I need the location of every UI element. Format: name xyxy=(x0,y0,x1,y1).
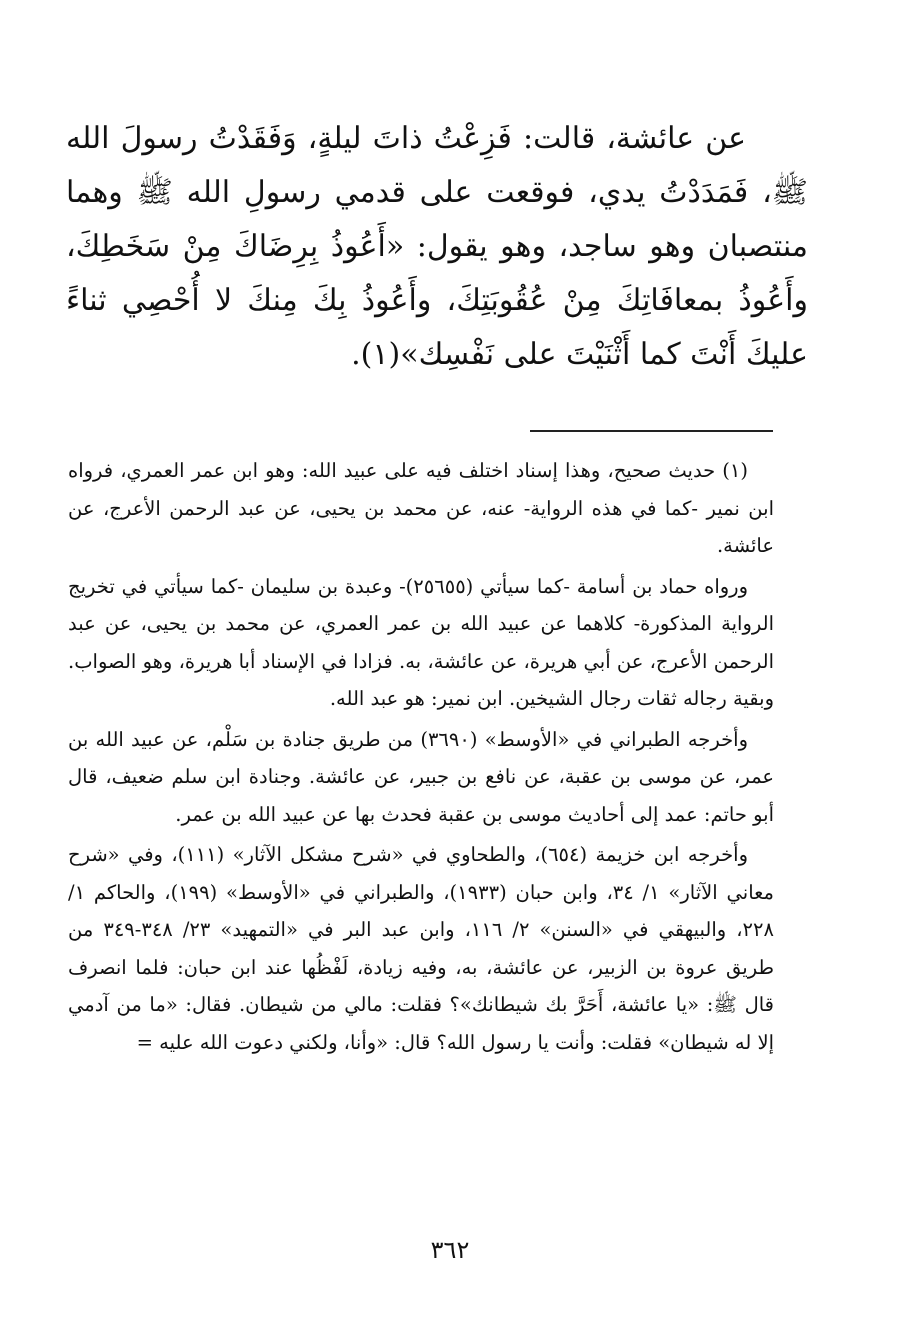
footnote-paragraph xyxy=(68,452,774,565)
footnote-text: (١) حديث صحيح، وهذا إسناد اختلف فيه على عبيد الله: وهو ابن عمر العمري، فرواه ابن نمير -كما في هذه الرواية- عنه، عن محمد بن يحيى، عن عبد الرحمن الأعرج، عن عائشة. xyxy=(68,459,774,557)
footnote-text: وأخرجه الطبراني في «الأوسط» (٣٦٩٠) من طريق جنادة بن سَلْم، عن عبيد الله بن عمر، عن موسى بن عقبة، عن نافع بن جبير، عن عائشة. وجنادة ابن سلم ضعيف، قال أبو حاتم: عمد إلى أحاديث موسى بن عقبة فحدث بها عن عبيد الله بن عمر. xyxy=(68,727,774,826)
footnotes xyxy=(68,452,774,1064)
page-number: ٣٦٢ xyxy=(430,1236,470,1264)
footnote-paragraph xyxy=(68,721,774,834)
hadith-body: عن عائشة، قالت: فَزِعْتُ ذاتَ ليلةٍ، وَفَقَدْتُ رسولَ الله ﷺ، فَمَدَدْتُ يدي، فوقعت على قدمي رسولِ الله ﷺ وهما منتصبان وهو ساجد، وهو يقول: «أَعُوذُ بِرِضَاكَ مِنْ سَخَطِكَ، وأَعُوذُ بمعافَاتِكَ مِنْ عُقُوبَتِكَ، وأَعُوذُ بِكَ مِنكَ لا أُحْصِي ثناءً عليكَ أَنْتَ كما أَثْنَيْتَ على نَفْسِك»(١). xyxy=(66,121,808,372)
footnote-text: ورواه حماد بن أسامة -كما سيأتي (٢٥٦٥٥)- وعبدة بن سليمان -كما سيأتي في تخريج الرواية المذكورة- كلاهما عن عبيد الله بن عمر العمري، عن محمد بن يحيى، عن عبد الرحمن الأعرج، عن أبي هريرة، عن عائشة، به. فزادا في الإسناد أبا هريرة، وهو الصواب. وبقية رجاله ثقات رجال الشيخين. ابن نمير: هو عبد الله. xyxy=(68,574,774,710)
footnote-paragraph xyxy=(68,568,774,718)
footnote-text: وأخرجه ابن خزيمة (٦٥٤)، والطحاوي في «شرح مشكل الآثار» (١١١)، وفي «شرح معاني الآثار» ١/ ٣٤، وابن حبان (١٩٣٣)، والطبراني في «الأوسط» (١٩٩)، والحاكم ١/ ٢٢٨، والبيهقي في «السنن» ٢/ ١١٦، وابن عبد البر في «التمهيد» ٢٣/ ٣٤٨-٣٤٩ من طريق عروة بن الزبير، عن عائشة، به، وفيه زيادة، لَفْظُها عند ابن حبان: فلما انصرف قال ﷺ: «يا عائشة، أَحَرَّ بك شيطانك»؟ فقلت: مالي من شيطان. فقال: «ما من آدمي إلا له شيطان» فقلت: وأنت يا رسول الله؟ قال: «وأنا، ولكني دعوت الله عليه = xyxy=(68,843,774,1054)
footnote-separator xyxy=(530,430,773,432)
hadith-text xyxy=(66,112,808,382)
footnote-paragraph xyxy=(68,836,774,1061)
